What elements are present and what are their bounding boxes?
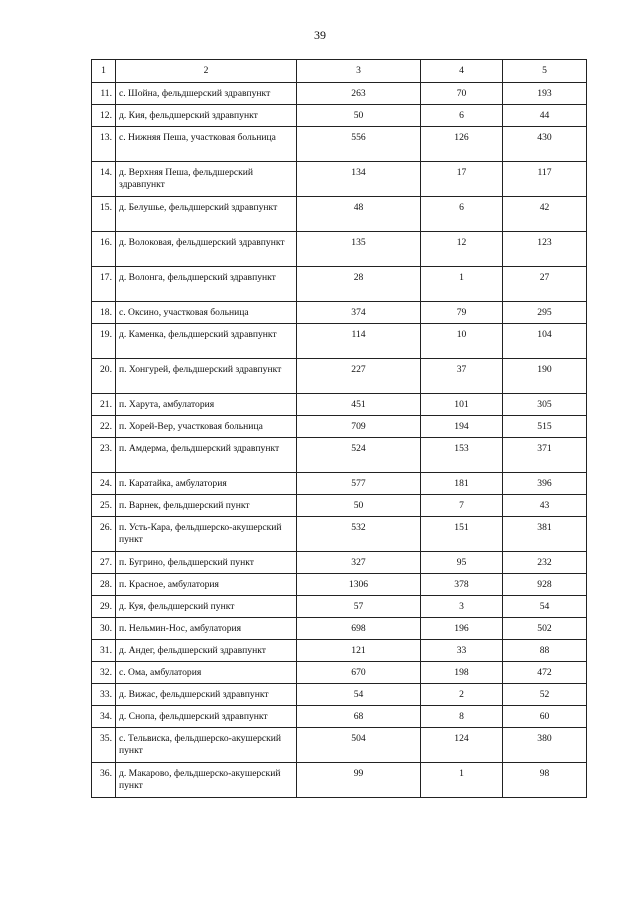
- column-4-cell: 194: [421, 416, 503, 438]
- column-5-cell: 44: [503, 105, 587, 127]
- table-row: [92, 596, 587, 618]
- facility-name-cell: п. Амдерма, фельдшерский здравпункт: [116, 438, 297, 473]
- column-3-cell: 524: [297, 438, 421, 473]
- table-row: [92, 438, 587, 473]
- table-row: [92, 83, 587, 105]
- table-row: [92, 105, 587, 127]
- facility-name-cell: д. Андег, фельдшерский здравпункт: [116, 640, 297, 662]
- column-3-cell: 68: [297, 706, 421, 728]
- row-number-cell: 16.: [92, 232, 116, 267]
- column-5-cell: 381: [503, 517, 587, 552]
- facility-name-cell: д. Волоковая, фельдшерский здравпункт: [116, 232, 297, 267]
- column-3-cell: 709: [297, 416, 421, 438]
- table-row: [92, 394, 587, 416]
- row-number-cell: 19.: [92, 324, 116, 359]
- table-row: [92, 302, 587, 324]
- column-4-cell: 8: [421, 706, 503, 728]
- column-5-cell: 502: [503, 618, 587, 640]
- page-number: 39: [314, 28, 326, 42]
- column-5-cell: 515: [503, 416, 587, 438]
- column-5-cell: 27: [503, 267, 587, 302]
- facility-name-cell: п. Харута, амбулатория: [116, 394, 297, 416]
- column-5-cell: 88: [503, 640, 587, 662]
- row-number-cell: 24.: [92, 473, 116, 495]
- row-number-cell: 26.: [92, 517, 116, 552]
- facility-name-cell: д. Макарово, фельдшерско-акушерский пункт: [116, 763, 297, 798]
- column-3-cell: 1306: [297, 574, 421, 596]
- table-row: [92, 495, 587, 517]
- row-number-cell: 33.: [92, 684, 116, 706]
- table-header-row: [92, 60, 587, 83]
- column-4-cell: 196: [421, 618, 503, 640]
- column-4-cell: 12: [421, 232, 503, 267]
- facility-name-cell: д. Верхняя Пеша, фельдшерский здравпункт: [116, 162, 297, 197]
- column-3-cell: 504: [297, 728, 421, 763]
- row-number-cell: 34.: [92, 706, 116, 728]
- column-5-cell: 52: [503, 684, 587, 706]
- column-5-cell: 396: [503, 473, 587, 495]
- facility-name-cell: п. Каратайка, амбулатория: [116, 473, 297, 495]
- row-number-cell: 30.: [92, 618, 116, 640]
- column-4-cell: 17: [421, 162, 503, 197]
- table-row: [92, 162, 587, 197]
- facility-name-cell: д. Белушье, фельдшерский здравпункт: [116, 197, 297, 232]
- column-4-cell: 70: [421, 83, 503, 105]
- column-3-cell: 50: [297, 105, 421, 127]
- column-4-cell: 126: [421, 127, 503, 162]
- column-5-cell: 472: [503, 662, 587, 684]
- column-5-cell: 54: [503, 596, 587, 618]
- row-number-cell: 17.: [92, 267, 116, 302]
- column-5-cell: 43: [503, 495, 587, 517]
- column-5-cell: 380: [503, 728, 587, 763]
- table-row: [92, 706, 587, 728]
- facility-name-cell: д. Снопа, фельдшерский здравпункт: [116, 706, 297, 728]
- row-number-cell: 13.: [92, 127, 116, 162]
- column-4-cell: 101: [421, 394, 503, 416]
- facility-name-cell: д. Кия, фельдшерский здравпункт: [116, 105, 297, 127]
- column-5-cell: 193: [503, 83, 587, 105]
- column-4-cell: 153: [421, 438, 503, 473]
- table-row: [92, 473, 587, 495]
- row-number-cell: 11.: [92, 83, 116, 105]
- column-3-cell: 57: [297, 596, 421, 618]
- table-row: [92, 728, 587, 763]
- column-4-cell: 6: [421, 105, 503, 127]
- column-3-cell: 374: [297, 302, 421, 324]
- column-header-2: 2: [116, 60, 297, 83]
- column-5-cell: 430: [503, 127, 587, 162]
- column-5-cell: 928: [503, 574, 587, 596]
- column-3-cell: 48: [297, 197, 421, 232]
- facility-name-cell: п. Варнек, фельдшерский пункт: [116, 495, 297, 517]
- table-row: [92, 640, 587, 662]
- column-4-cell: 37: [421, 359, 503, 394]
- column-4-cell: 2: [421, 684, 503, 706]
- column-5-cell: 117: [503, 162, 587, 197]
- row-number-cell: 32.: [92, 662, 116, 684]
- row-number-cell: 23.: [92, 438, 116, 473]
- table-row: [92, 662, 587, 684]
- table-row: [92, 763, 587, 798]
- row-number-cell: 27.: [92, 552, 116, 574]
- facility-name-cell: п. Красное, амбулатория: [116, 574, 297, 596]
- table-row: [92, 232, 587, 267]
- column-5-cell: 305: [503, 394, 587, 416]
- column-3-cell: 54: [297, 684, 421, 706]
- column-5-cell: 295: [503, 302, 587, 324]
- row-number-cell: 29.: [92, 596, 116, 618]
- column-4-cell: 151: [421, 517, 503, 552]
- facility-name-cell: д. Каменка, фельдшерский здравпункт: [116, 324, 297, 359]
- column-4-cell: 1: [421, 267, 503, 302]
- facility-name-cell: с. Ома, амбулатория: [116, 662, 297, 684]
- facility-name-cell: д. Вижас, фельдшерский здравпункт: [116, 684, 297, 706]
- column-4-cell: 1: [421, 763, 503, 798]
- table-row: [92, 574, 587, 596]
- column-4-cell: 79: [421, 302, 503, 324]
- row-number-cell: 35.: [92, 728, 116, 763]
- column-3-cell: 28: [297, 267, 421, 302]
- table-row: [92, 517, 587, 552]
- facility-name-cell: д. Волонга, фельдшерский здравпункт: [116, 267, 297, 302]
- column-3-cell: 556: [297, 127, 421, 162]
- facility-name-cell: п. Нельмин-Нос, амбулатория: [116, 618, 297, 640]
- table-row: [92, 359, 587, 394]
- column-4-cell: 181: [421, 473, 503, 495]
- facility-name-cell: с. Тельвиска, фельдшерско-акушерский пункт: [116, 728, 297, 763]
- column-3-cell: 451: [297, 394, 421, 416]
- column-3-cell: 532: [297, 517, 421, 552]
- column-4-cell: 6: [421, 197, 503, 232]
- table-row: [92, 684, 587, 706]
- column-5-cell: 371: [503, 438, 587, 473]
- row-number-cell: 22.: [92, 416, 116, 438]
- column-3-cell: 698: [297, 618, 421, 640]
- column-4-cell: 3: [421, 596, 503, 618]
- column-3-cell: 577: [297, 473, 421, 495]
- table-row: [92, 416, 587, 438]
- row-number-cell: 28.: [92, 574, 116, 596]
- table-body: [92, 60, 587, 798]
- column-3-cell: 327: [297, 552, 421, 574]
- table-row: [92, 127, 587, 162]
- column-5-cell: 98: [503, 763, 587, 798]
- column-5-cell: 123: [503, 232, 587, 267]
- table-row: [92, 552, 587, 574]
- row-number-cell: 25.: [92, 495, 116, 517]
- facility-name-cell: п. Хонгурей, фельдшерский здравпункт: [116, 359, 297, 394]
- column-4-cell: 33: [421, 640, 503, 662]
- row-number-cell: 36.: [92, 763, 116, 798]
- row-number-cell: 15.: [92, 197, 116, 232]
- column-5-cell: 104: [503, 324, 587, 359]
- column-3-cell: 50: [297, 495, 421, 517]
- column-3-cell: 263: [297, 83, 421, 105]
- column-4-cell: 378: [421, 574, 503, 596]
- row-number-cell: 12.: [92, 105, 116, 127]
- row-number-cell: 18.: [92, 302, 116, 324]
- row-number-cell: 20.: [92, 359, 116, 394]
- column-3-cell: 99: [297, 763, 421, 798]
- column-3-cell: 227: [297, 359, 421, 394]
- column-5-cell: 60: [503, 706, 587, 728]
- column-4-cell: 95: [421, 552, 503, 574]
- row-number-cell: 14.: [92, 162, 116, 197]
- column-4-cell: 124: [421, 728, 503, 763]
- column-4-cell: 7: [421, 495, 503, 517]
- table-row: [92, 267, 587, 302]
- row-number-cell: 31.: [92, 640, 116, 662]
- facility-name-cell: с. Оксино, участковая больница: [116, 302, 297, 324]
- column-5-cell: 232: [503, 552, 587, 574]
- table-row: [92, 618, 587, 640]
- facility-name-cell: п. Хорей-Вер, участковая больница: [116, 416, 297, 438]
- column-header-5: 5: [503, 60, 587, 83]
- column-5-cell: 42: [503, 197, 587, 232]
- column-3-cell: 121: [297, 640, 421, 662]
- data-table: [91, 59, 587, 798]
- column-header-4: 4: [421, 60, 503, 83]
- row-number-cell: 21.: [92, 394, 116, 416]
- facility-name-cell: п. Бугрино, фельдшерский пункт: [116, 552, 297, 574]
- column-4-cell: 10: [421, 324, 503, 359]
- column-3-cell: 670: [297, 662, 421, 684]
- column-header-1: 1: [92, 60, 116, 83]
- table-row: [92, 197, 587, 232]
- column-3-cell: 134: [297, 162, 421, 197]
- table-row: [92, 324, 587, 359]
- facility-name-cell: п. Усть-Кара, фельдшерско-акушерский пункт: [116, 517, 297, 552]
- column-4-cell: 198: [421, 662, 503, 684]
- column-5-cell: 190: [503, 359, 587, 394]
- facility-name-cell: с. Нижняя Пеша, участковая больница: [116, 127, 297, 162]
- facility-name-cell: д. Куя, фельдшерский пункт: [116, 596, 297, 618]
- facility-name-cell: с. Шойна, фельдшерский здравпункт: [116, 83, 297, 105]
- column-header-3: 3: [297, 60, 421, 83]
- column-3-cell: 114: [297, 324, 421, 359]
- column-3-cell: 135: [297, 232, 421, 267]
